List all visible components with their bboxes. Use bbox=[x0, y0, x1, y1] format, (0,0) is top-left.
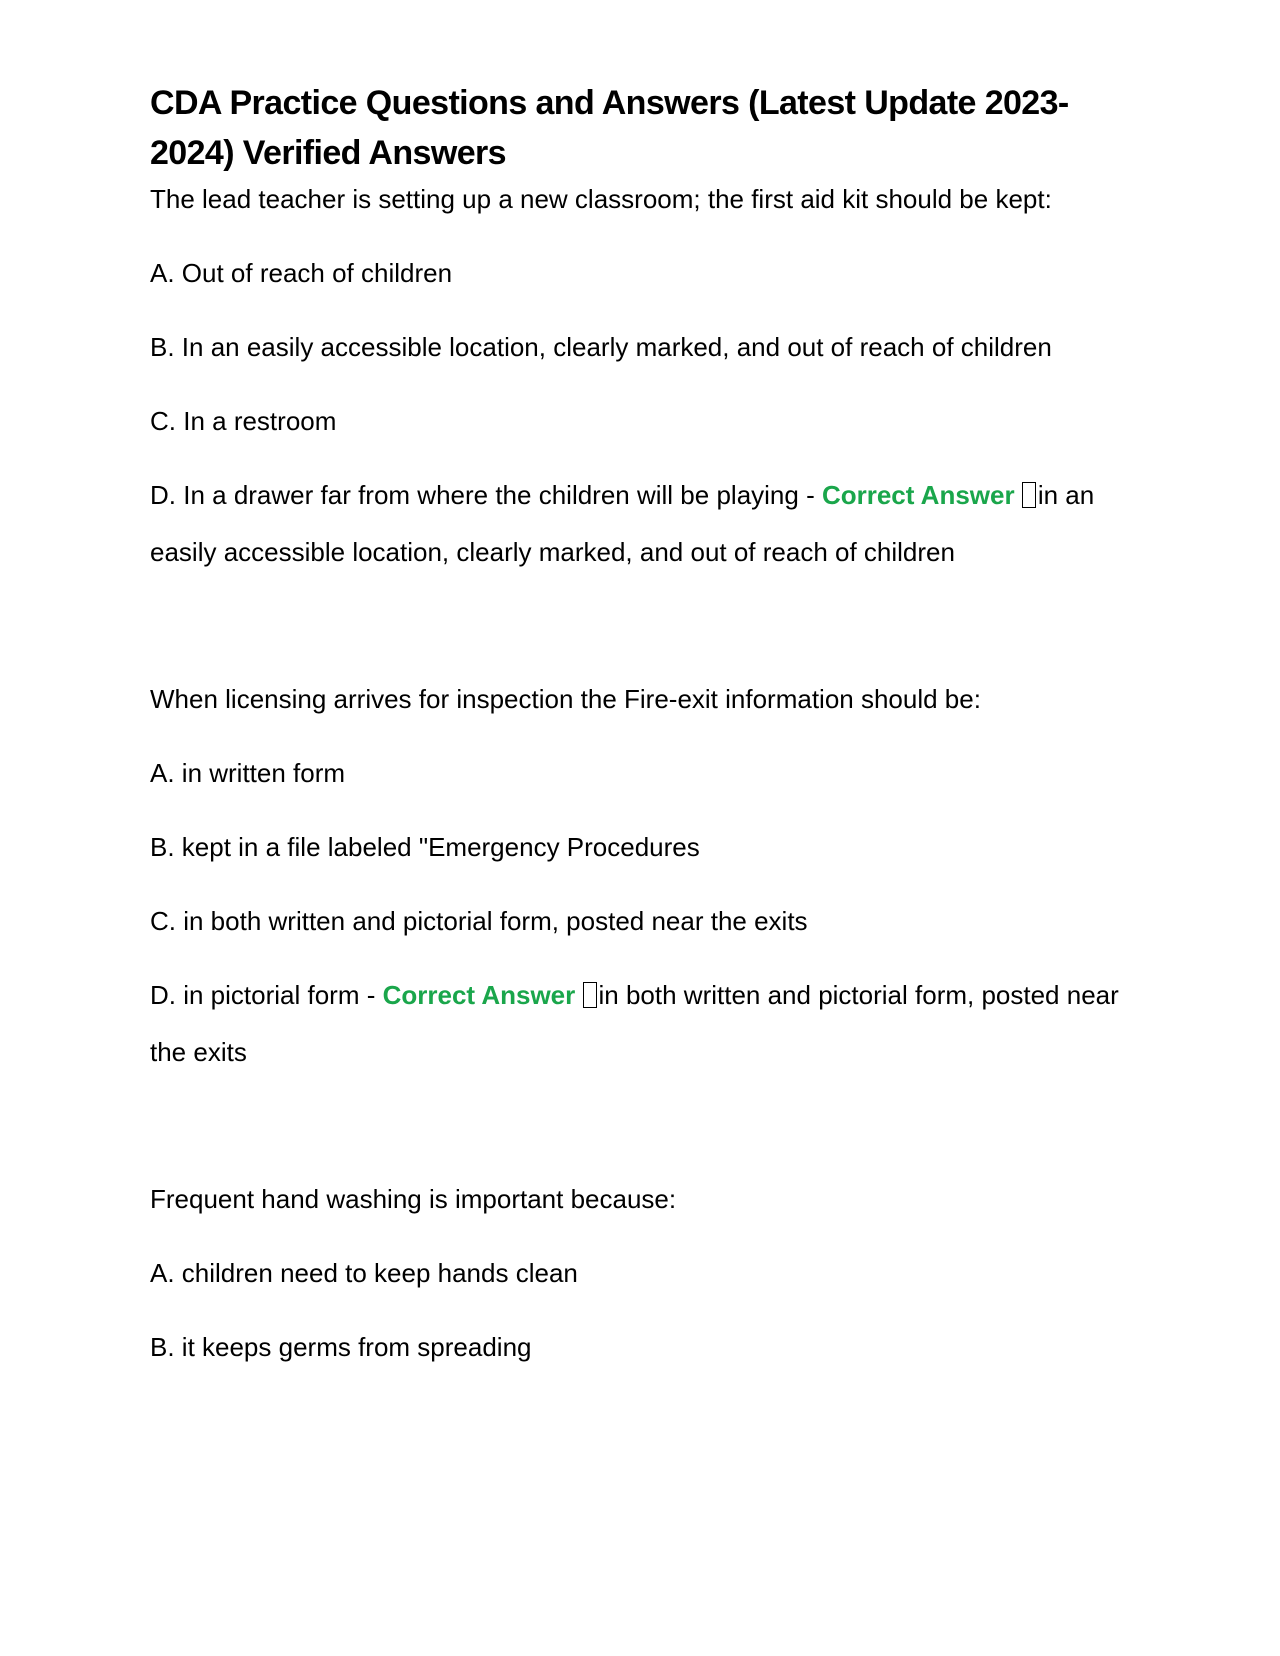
unrecognized-glyph-box-icon bbox=[583, 982, 597, 1008]
option-d-with-answer bbox=[150, 967, 1150, 1081]
option-d: D. in pictorial form - bbox=[150, 980, 383, 1010]
correct-answer-text: in both written and pictorial form, posted near the exits bbox=[150, 980, 1119, 1067]
question-prompt: The lead teacher is setting up a new classroom; the first aid kit should be kept: bbox=[150, 184, 1052, 214]
question-2 bbox=[150, 671, 1150, 1081]
correct-answer-label: Correct Answer bbox=[821, 480, 1015, 510]
question-1 bbox=[150, 171, 1150, 581]
option-d-with-answer bbox=[150, 467, 1150, 581]
spacer bbox=[150, 1081, 1150, 1171]
option-c: C. In a restroom bbox=[150, 406, 337, 436]
option-d: D. In a drawer far from where the children will be playing - bbox=[150, 480, 822, 510]
unrecognized-glyph-box-icon bbox=[1022, 482, 1036, 508]
document-title: CDA Practice Questions and Answers (Latest Update 2023-2024) Verified Answers bbox=[150, 84, 1069, 172]
option-a: A. children need to keep hands clean bbox=[150, 1258, 578, 1288]
question-prompt: Frequent hand washing is important because: bbox=[150, 1184, 677, 1214]
spacer bbox=[150, 581, 1150, 671]
option-b: B. In an easily accessible location, clearly marked, and out of reach of children bbox=[150, 332, 1052, 362]
option-a: A. in written form bbox=[150, 758, 346, 788]
document-page bbox=[150, 78, 1150, 1376]
correct-answer-label: Correct Answer bbox=[382, 980, 576, 1010]
correct-answer-text: in an easily accessible location, clearly marked, and out of reach of children bbox=[150, 480, 1095, 567]
option-c: C. in both written and pictorial form, posted near the exits bbox=[150, 906, 808, 936]
question-3 bbox=[150, 1171, 1150, 1376]
question-prompt: When licensing arrives for inspection the Fire-exit information should be: bbox=[150, 684, 981, 714]
option-b: B. it keeps germs from spreading bbox=[150, 1332, 532, 1362]
option-b: B. kept in a file labeled "Emergency Procedures bbox=[150, 832, 700, 862]
option-a: A. Out of reach of children bbox=[150, 258, 453, 288]
